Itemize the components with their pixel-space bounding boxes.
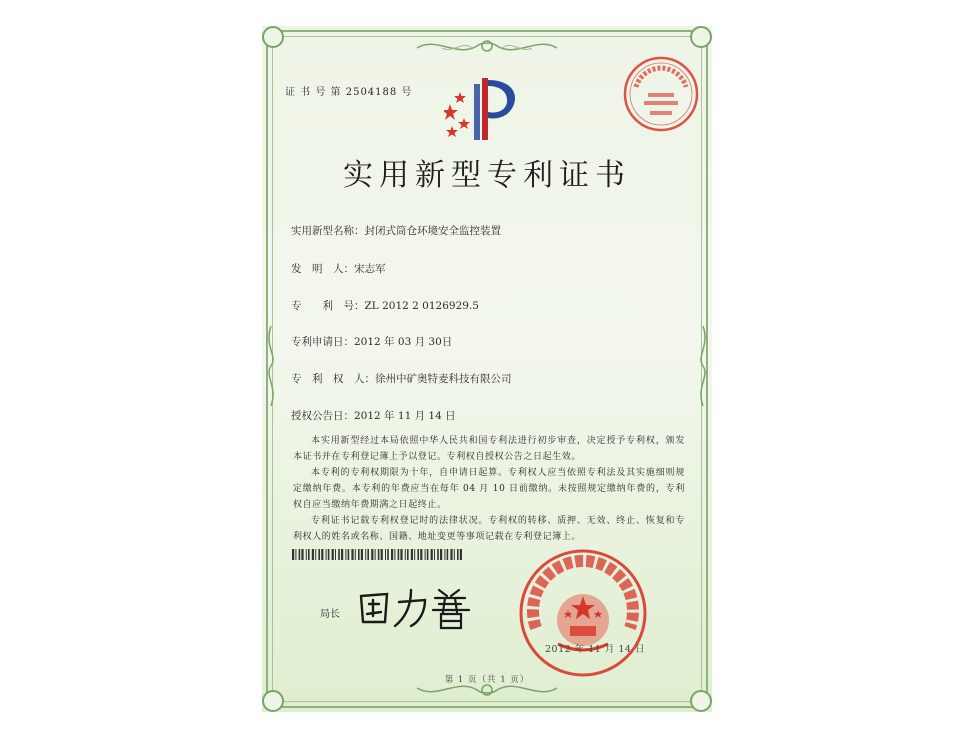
barcode-bar	[437, 549, 439, 560]
certificate-number: 证 书 号 第 2504188 号	[285, 87, 413, 98]
field-value: 封闭式筒仓环境安全监控装置	[364, 225, 501, 237]
barcode-bar	[306, 549, 307, 560]
barcode-bar	[338, 549, 340, 560]
field-inventor	[291, 261, 386, 276]
barcode-bar	[328, 549, 330, 560]
barcode-bar	[367, 549, 369, 560]
field-label: 发 明 人：	[291, 263, 354, 275]
barcode-bar	[358, 549, 360, 560]
seal-date: 2012 年 11 月 14 日	[545, 644, 645, 655]
barcode-bar	[299, 549, 301, 560]
patent-office-logo-icon	[444, 74, 524, 144]
barcode-bar	[332, 549, 334, 560]
barcode-bar	[312, 549, 314, 560]
barcode-bar	[348, 549, 350, 560]
barcode-bar	[405, 549, 406, 560]
barcode-bar	[365, 549, 366, 560]
barcode-bar	[315, 549, 316, 560]
field-application-date	[291, 334, 452, 349]
barcode-bar	[341, 549, 343, 560]
body-paragraph: 专利证书记载专利权登记时的法律状况。专利权的转移、质押、无效、终止、恢复和专利权人的姓名或名称、国籍、地址变更等事项记载在专利登记簿上。	[293, 516, 685, 542]
field-value: 宋志军	[354, 263, 386, 275]
barcode-bar	[371, 549, 373, 560]
barcode-bar	[400, 549, 402, 560]
barcode-bar	[361, 549, 363, 560]
barcode-bar	[427, 549, 429, 560]
barcode-bar	[345, 549, 346, 560]
field-value: 2012 年 03 月 30日	[354, 336, 453, 348]
barcode-bar	[450, 549, 452, 560]
field-value: 2012 年 11 月 14 日	[354, 410, 456, 422]
barcode-bar	[420, 549, 422, 560]
barcode-bar	[391, 549, 393, 560]
corner-ornament	[690, 26, 712, 48]
national-ip-office-seal	[518, 548, 648, 678]
barcode-bar	[425, 549, 426, 560]
field-label: 实用新型名称：	[291, 225, 365, 237]
barcode-bar	[398, 549, 400, 560]
field-label: 授权公告日：	[291, 410, 354, 422]
barcode-bar	[318, 549, 320, 560]
body-paragraph: 本专利的专利权期限为十年，自申请日起算。专利权人应当依照专利法及其实施细则规定缴纳年费。本专利的年费应当在每年 04 月 10 日前缴纳。未按照规定缴纳年费的，专利权自应当缴纳年费期满之日起终止。	[293, 468, 685, 510]
barcode-bar	[414, 549, 415, 560]
barcode-bar	[295, 549, 296, 560]
barcode-bar	[378, 549, 380, 560]
barcode-bar	[375, 549, 376, 560]
field-label: 专 利 号：	[291, 300, 365, 312]
barcode-bar	[457, 549, 459, 560]
page-number-label: 第 1 页（共 1 页）	[444, 675, 530, 685]
barcode-bar	[454, 549, 455, 560]
field-value: ZL 2012 2 0126929.5	[364, 300, 479, 312]
field-label: 专 利 权 人：	[291, 373, 375, 385]
barcode-bar	[321, 549, 323, 560]
corner-ornament	[690, 690, 712, 712]
top-scroll-ornament	[412, 34, 562, 60]
barcode-bar	[440, 549, 442, 560]
barcode-bar	[417, 549, 419, 560]
barcode-bar	[434, 549, 435, 560]
corner-ornament	[262, 690, 284, 712]
corner-ornament	[262, 26, 284, 48]
barcode-bar	[355, 549, 356, 560]
barcode-bar	[351, 549, 353, 560]
field-label: 专利申请日：	[291, 336, 354, 348]
barcode-bar	[385, 549, 386, 560]
left-side-ornament	[264, 326, 278, 406]
barcode-bar	[447, 549, 449, 560]
field-utility-model-name	[291, 223, 501, 238]
barcode-bar	[292, 549, 294, 560]
barcode-bar	[308, 549, 310, 560]
barcode-bar	[381, 549, 383, 560]
field-value: 徐州中矿奥特麦科技有限公司	[375, 373, 512, 385]
barcode-bar	[444, 549, 445, 560]
barcode-bar	[411, 549, 413, 560]
field-patentee	[291, 371, 512, 386]
barcode-bar	[407, 549, 409, 560]
field-grant-date	[291, 408, 456, 423]
certificate-body-text	[293, 433, 685, 545]
field-patent-number	[291, 298, 479, 313]
barcode-bar	[335, 549, 336, 560]
right-side-ornament	[696, 326, 710, 406]
director-signature	[355, 582, 495, 630]
barcode-bar	[394, 549, 395, 560]
barcode-bar	[387, 549, 389, 560]
director-label: 局长	[320, 609, 340, 620]
barcode-bar	[431, 549, 433, 560]
barcode	[292, 549, 466, 560]
barcode-bar	[460, 549, 462, 560]
barcode-bar	[301, 549, 303, 560]
barcode-bar	[326, 549, 327, 560]
certificate-title: 实用新型专利证书	[343, 158, 631, 193]
special-seal-stamp	[622, 55, 700, 133]
body-paragraph: 本实用新型经过本局依照中华人民共和国专利法进行初步审查，决定授予专利权，颁发本证书并在专利登记簿上予以登记。专利权自授权公告之日起生效。	[293, 436, 685, 462]
